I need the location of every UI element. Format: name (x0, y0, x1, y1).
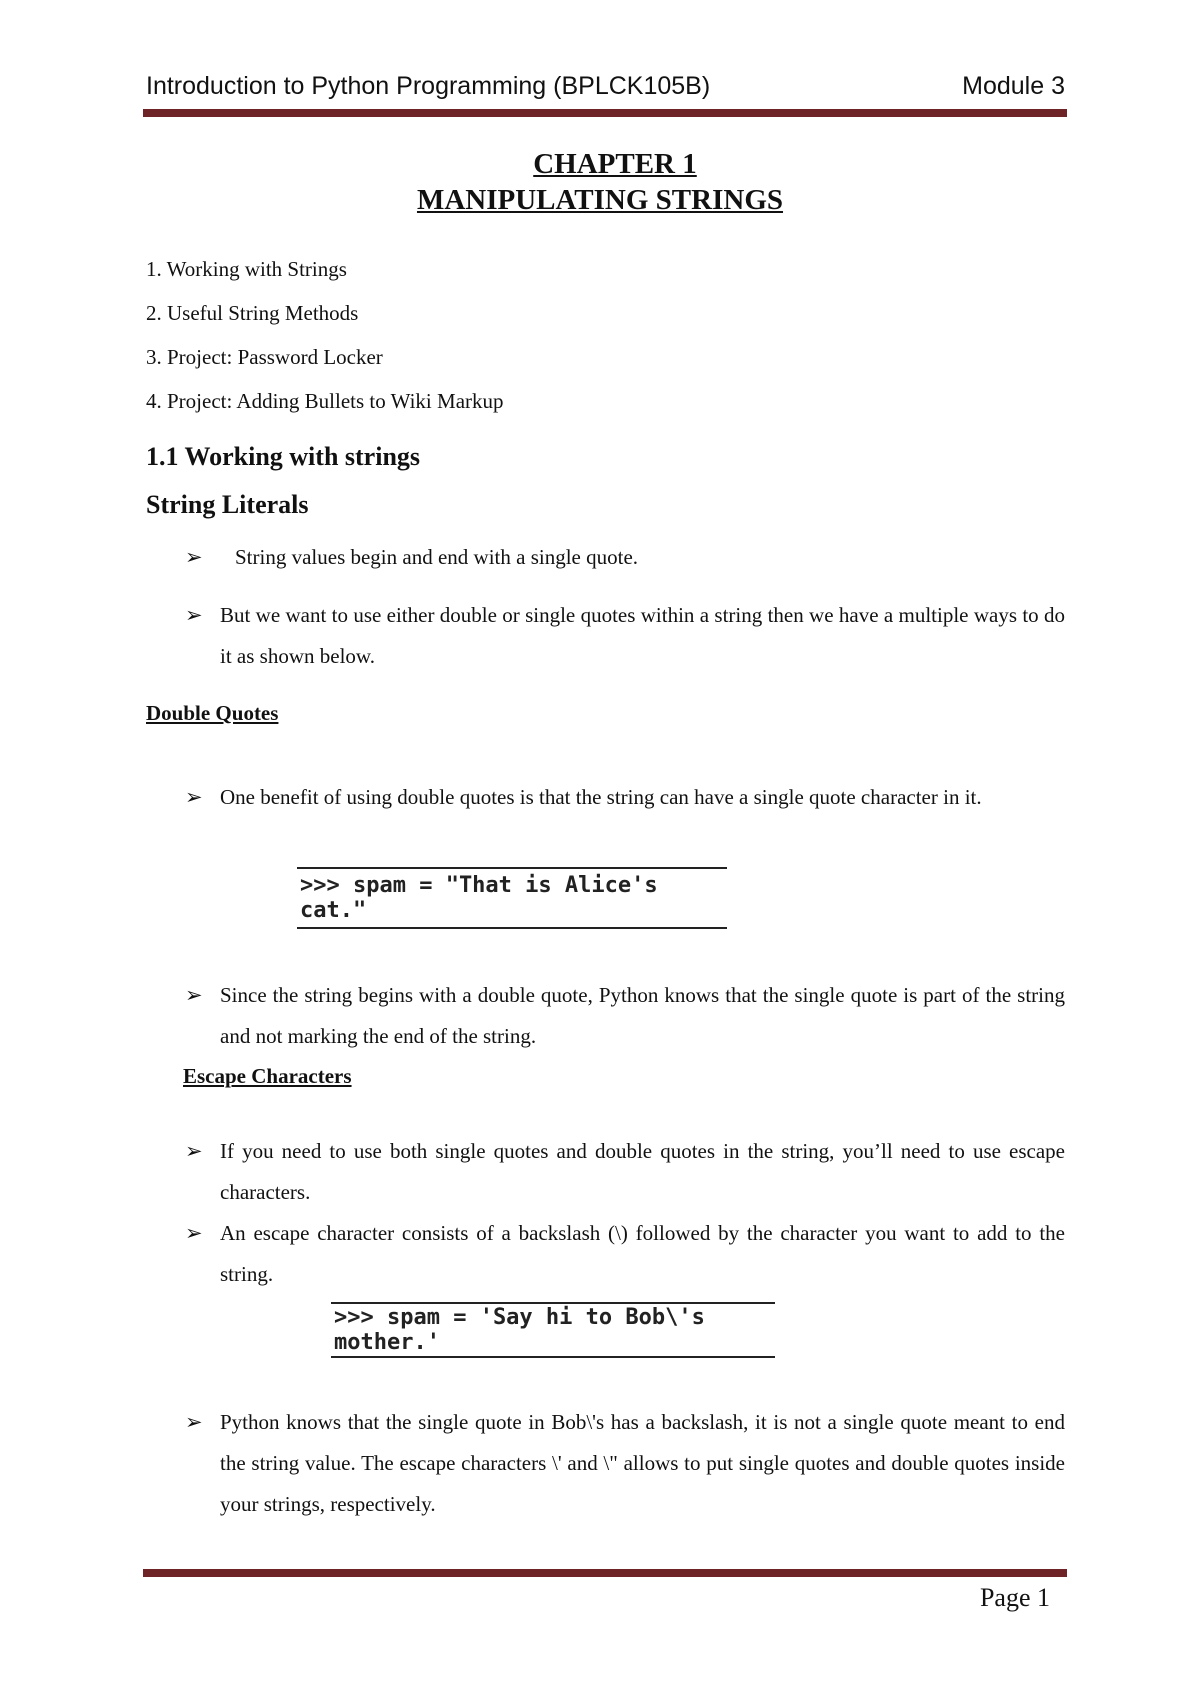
document-title: Introduction to Python Programming (BPLCK105B) (146, 72, 711, 100)
arrow-bullet-icon: ➢ (185, 785, 203, 809)
list-item: ➢ Python knows that the single quote in Bob\'s has a backslash, it is not a single quote meant to end the string value. The escape characters \' and \" allows to put single quotes and double quotes inside your strings, respectively. (185, 1402, 1065, 1525)
toc-item: 3. Project: Password Locker (146, 345, 383, 369)
list-item: ➢ If you need to use both single quotes and double quotes in the string, you’ll need to use escape characters. (185, 1131, 1065, 1213)
escape-characters-heading: Escape Characters (183, 1064, 352, 1088)
chapter-name: MANIPULATING STRINGS (416, 184, 784, 216)
code-example-double-quotes: >>> spam = "That is Alice's cat." (297, 867, 727, 929)
page-header (146, 72, 1065, 101)
arrow-bullet-icon: ➢ (185, 545, 203, 569)
list-item: ➢ One benefit of using double quotes is that the string can have a single quote character in it. (185, 785, 982, 809)
section-heading: 1.1 Working with strings (146, 442, 421, 471)
subsection-heading: String Literals (146, 490, 309, 519)
module-label: Module 3 (962, 72, 1065, 100)
page-number: Page 1 (979, 1583, 1050, 1612)
arrow-bullet-icon: ➢ (185, 1221, 203, 1245)
toc-item: 2. Useful String Methods (146, 301, 359, 325)
chapter-contents (146, 255, 504, 431)
header-rule (143, 109, 1067, 117)
list-item: ➢ An escape character consists of a backslash (\) followed by the character you want to add to the string. (185, 1213, 1065, 1295)
chapter-number: CHAPTER 1 (533, 148, 697, 180)
code-example-escape: >>> spam = 'Say hi to Bob\'s mother.' (331, 1302, 775, 1358)
arrow-bullet-icon: ➢ (185, 603, 203, 627)
chapter-title (0, 146, 1200, 218)
list-item: ➢ But we want to use either double or single quotes within a string then we have a multiple ways to do it as shown below. (185, 595, 1065, 677)
arrow-bullet-icon: ➢ (185, 1139, 203, 1163)
list-item: ➢ Since the string begins with a double quote, Python knows that the single quote is part of the string and not marking the end of the string. (185, 975, 1065, 1057)
arrow-bullet-icon: ➢ (185, 983, 203, 1007)
footer-rule (143, 1569, 1067, 1577)
double-quotes-heading: Double Quotes (146, 701, 279, 725)
toc-item: 4. Project: Adding Bullets to Wiki Markup (146, 389, 504, 413)
list-item: ➢ String values begin and end with a single quote. (185, 537, 1065, 578)
arrow-bullet-icon: ➢ (185, 1410, 203, 1434)
toc-item: 1. Working with Strings (146, 257, 347, 281)
